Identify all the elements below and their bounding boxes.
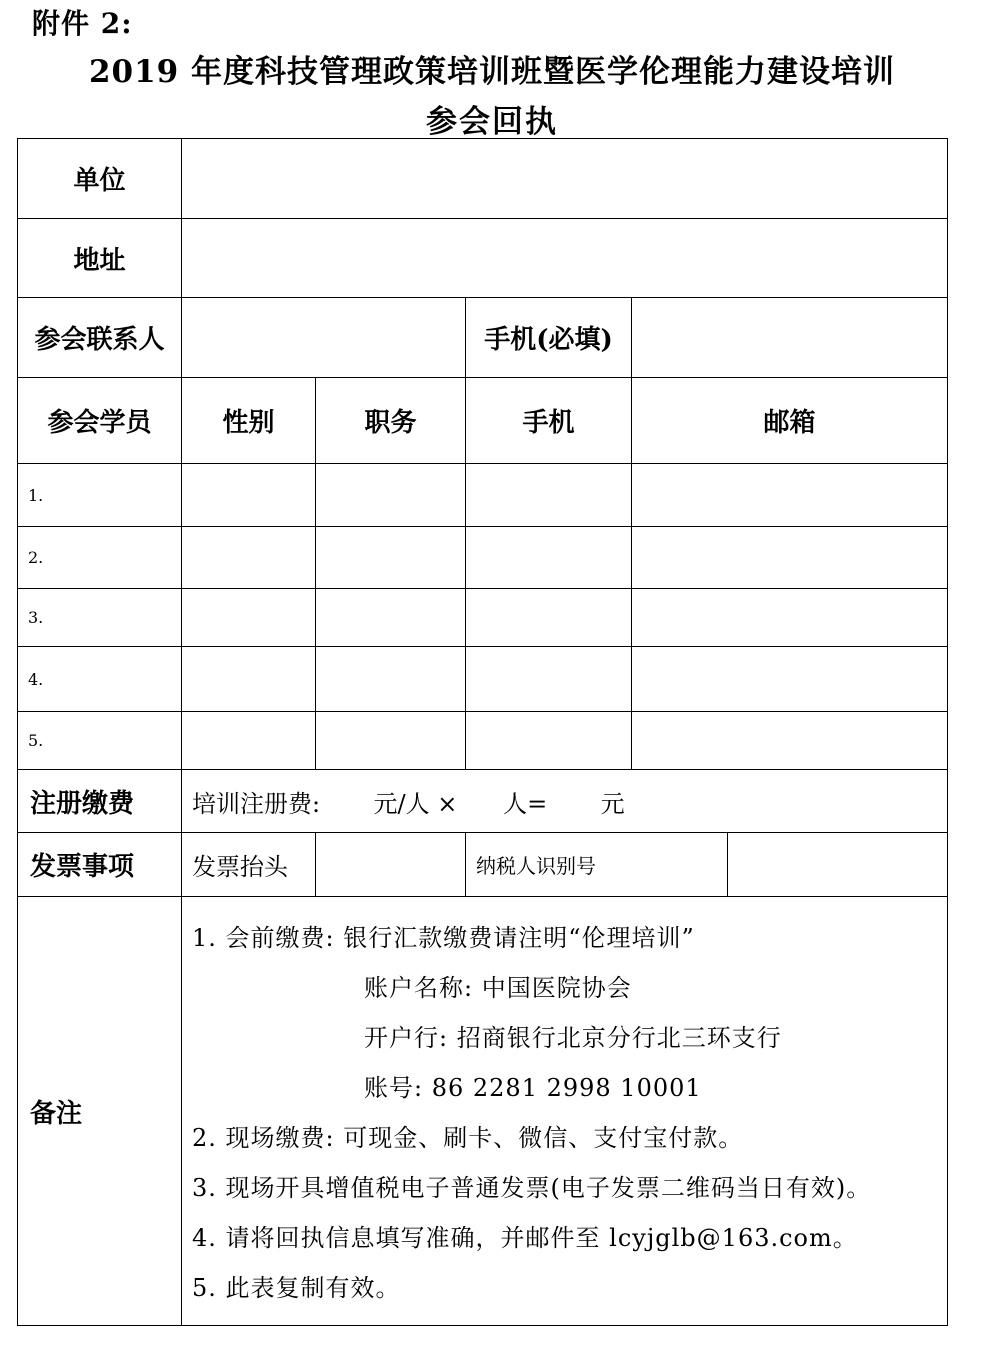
participant-number: 3. bbox=[18, 589, 182, 647]
participant-number: 2. bbox=[18, 527, 182, 589]
participant-row bbox=[18, 464, 948, 527]
mobile-header: 手机 bbox=[466, 378, 632, 464]
note-line: 3. 现场开具增值税电子普通发票(电子发票二维码当日有效)。 bbox=[192, 1174, 872, 1202]
form-subtitle: 参会回执 bbox=[426, 104, 558, 140]
mobile-input[interactable] bbox=[466, 527, 632, 589]
participant-number: 5. bbox=[18, 712, 182, 770]
note-line: 1. 会前缴费: 银行汇款缴费请注明“伦理培训” bbox=[192, 924, 695, 952]
position-input[interactable] bbox=[316, 712, 466, 770]
form-title: 2019 年度科技管理政策培训班暨医学伦理能力建设培训 bbox=[88, 54, 896, 90]
gender-input[interactable] bbox=[182, 712, 316, 770]
position-input[interactable] bbox=[316, 464, 466, 527]
contact-row bbox=[18, 298, 948, 378]
participant-row bbox=[18, 712, 948, 770]
participant-row bbox=[18, 647, 948, 712]
unit-label: 单位 bbox=[18, 139, 182, 219]
invoice-title-label: 发票抬头 bbox=[182, 833, 316, 897]
mobile-required-label: 手机(必填) bbox=[466, 298, 632, 378]
note-line: 开户行: 招商银行北京分行北三环支行 bbox=[364, 1024, 782, 1052]
participants-header: 参会学员 bbox=[18, 378, 182, 464]
mobile-input[interactable] bbox=[466, 464, 632, 527]
position-input[interactable] bbox=[316, 589, 466, 647]
participant-row bbox=[18, 527, 948, 589]
unit-input[interactable] bbox=[182, 139, 948, 219]
notes-content bbox=[182, 897, 948, 1326]
note-line: 账户名称: 中国医院协会 bbox=[364, 974, 632, 1002]
mobile-input[interactable] bbox=[466, 712, 632, 770]
note-line: 4. 请将回执信息填写准确，并邮件至 lcyjglb@163.com。 bbox=[192, 1224, 858, 1252]
address-row bbox=[18, 219, 948, 298]
invoice-title-input[interactable] bbox=[316, 833, 466, 897]
email-input[interactable] bbox=[632, 527, 948, 589]
email-input[interactable] bbox=[632, 712, 948, 770]
taxid-input[interactable] bbox=[728, 833, 948, 897]
mobile-input[interactable] bbox=[466, 589, 632, 647]
invoice-label: 发票事项 bbox=[18, 833, 182, 897]
position-header: 职务 bbox=[316, 378, 466, 464]
attachment-label: 附件 2: bbox=[32, 7, 133, 40]
unit-row bbox=[18, 139, 948, 219]
note-line: 账号: 86 2281 2998 10001 bbox=[364, 1074, 702, 1102]
email-input[interactable] bbox=[632, 589, 948, 647]
participant-number: 4. bbox=[18, 647, 182, 712]
notes-row bbox=[18, 897, 948, 1326]
gender-input[interactable] bbox=[182, 464, 316, 527]
note-line: 2. 现场缴费: 可现金、刷卡、微信、支付宝付款。 bbox=[192, 1124, 744, 1152]
email-input[interactable] bbox=[632, 647, 948, 712]
address-input[interactable] bbox=[182, 219, 948, 298]
participants-header-row bbox=[18, 378, 948, 464]
participant-number: 1. bbox=[18, 464, 182, 527]
contact-input[interactable] bbox=[182, 298, 466, 378]
taxid-label: 纳税人识别号 bbox=[466, 833, 728, 897]
position-input[interactable] bbox=[316, 527, 466, 589]
note-line: 5. 此表复制有效。 bbox=[192, 1274, 401, 1302]
registration-form bbox=[17, 138, 948, 1326]
participant-row bbox=[18, 589, 948, 647]
email-header: 邮箱 bbox=[632, 378, 948, 464]
fee-row bbox=[18, 770, 948, 833]
contact-label: 参会联系人 bbox=[18, 298, 182, 378]
mobile-input[interactable] bbox=[466, 647, 632, 712]
address-label: 地址 bbox=[18, 219, 182, 298]
mobile-required-input[interactable] bbox=[632, 298, 948, 378]
gender-header: 性别 bbox=[182, 378, 316, 464]
gender-input[interactable] bbox=[182, 527, 316, 589]
gender-input[interactable] bbox=[182, 589, 316, 647]
fee-text: 培训注册费: 元/人 × 人= 元 bbox=[182, 770, 948, 833]
notes-label: 备注 bbox=[18, 897, 182, 1326]
position-input[interactable] bbox=[316, 647, 466, 712]
gender-input[interactable] bbox=[182, 647, 316, 712]
email-input[interactable] bbox=[632, 464, 948, 527]
invoice-row bbox=[18, 833, 948, 897]
fee-label: 注册缴费 bbox=[18, 770, 182, 833]
